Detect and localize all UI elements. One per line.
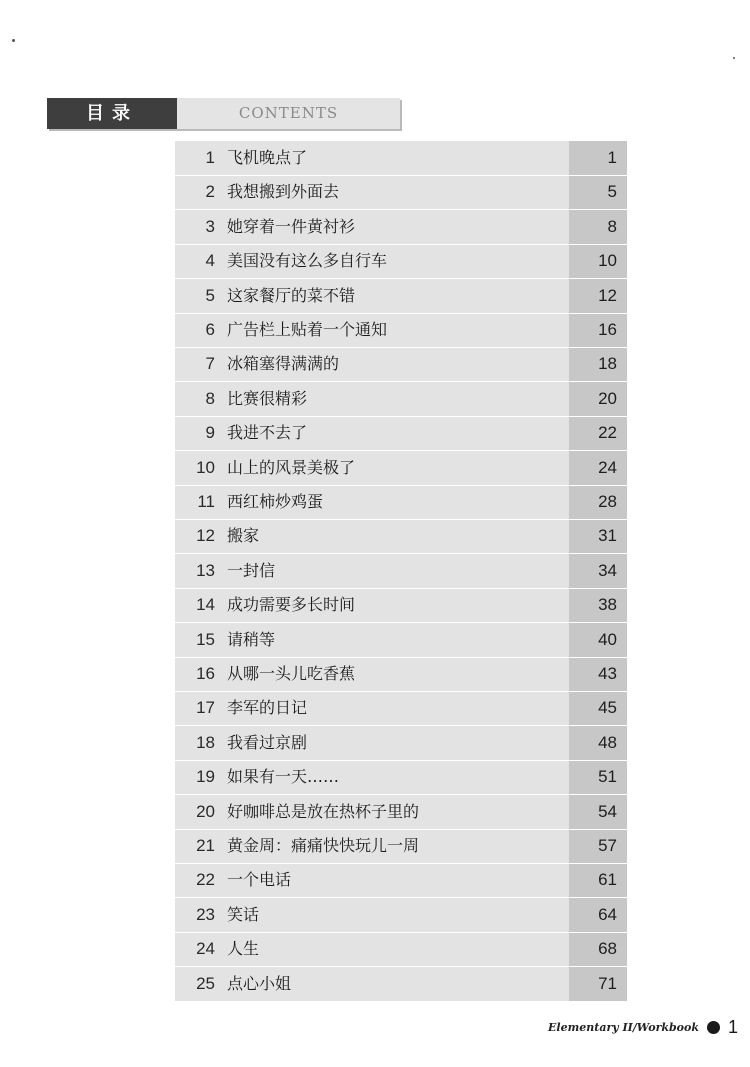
toc-row[interactable] (175, 932, 627, 967)
lesson-number: 14 (196, 595, 215, 615)
lesson-page-number: 45 (598, 698, 617, 718)
lesson-page-number: 31 (598, 526, 617, 546)
lesson-title: 成功需要多长时间 (227, 595, 356, 615)
toc-row[interactable] (175, 141, 627, 176)
lesson-number: 10 (196, 457, 215, 477)
lesson-title: 人生 (227, 939, 260, 959)
lesson-number: 24 (196, 939, 215, 959)
scan-speck (733, 57, 735, 59)
lesson-number: 1 (205, 148, 215, 167)
lesson-title: 一个电话 (227, 870, 292, 890)
lesson-title: 飞机晚点了 (227, 148, 308, 167)
lesson-number: 20 (196, 801, 215, 821)
lesson-page-number: 64 (598, 904, 617, 924)
lesson-page-number: 16 (598, 320, 617, 339)
lesson-page-number: 68 (598, 939, 617, 959)
lesson-number: 6 (205, 320, 215, 339)
lesson-page-number: 28 (598, 492, 617, 511)
toc-row[interactable] (175, 691, 627, 726)
lesson-number: 9 (205, 423, 215, 443)
toc-table (175, 141, 627, 1001)
lesson-number: 18 (196, 732, 215, 752)
lesson-title: 李军的日记 (227, 698, 308, 718)
lesson-page-number: 5 (607, 182, 617, 202)
lesson-page-number: 34 (598, 560, 617, 580)
lesson-page-number: 22 (598, 423, 617, 443)
toc-row[interactable] (175, 416, 627, 451)
lesson-number: 5 (205, 285, 215, 305)
toc-row[interactable] (175, 347, 627, 382)
scan-speck (12, 39, 15, 42)
lesson-title: 一封信 (227, 560, 276, 580)
toc-row[interactable] (175, 726, 627, 761)
toc-row[interactable] (175, 588, 627, 623)
contents-title-en: CONTENTS (177, 98, 400, 129)
lesson-title: 她穿着一件黄衬衫 (227, 216, 356, 236)
toc-row[interactable] (175, 898, 627, 933)
lesson-number: 13 (196, 560, 215, 580)
lesson-number: 3 (205, 216, 215, 236)
lesson-title: 广告栏上贴着一个通知 (227, 320, 388, 339)
toc-row[interactable] (175, 554, 627, 589)
lesson-title: 笑话 (227, 904, 260, 924)
contents-header (47, 98, 400, 129)
lesson-page-number: 43 (598, 664, 617, 683)
lesson-title: 黄金周：痛痛快快玩儿一周 (227, 836, 420, 855)
lesson-title: 请稍等 (227, 629, 276, 649)
bullet-dot-icon (707, 1021, 720, 1034)
lesson-title: 搬家 (227, 526, 260, 546)
toc-row[interactable] (175, 382, 627, 417)
lesson-title: 从哪一头儿吃香蕉 (227, 664, 356, 683)
toc-row[interactable] (175, 210, 627, 245)
toc-row[interactable] (175, 279, 627, 314)
lesson-page-number: 1 (607, 148, 617, 167)
toc-row[interactable] (175, 760, 627, 795)
lesson-number: 8 (205, 388, 215, 408)
lesson-page-number: 48 (598, 732, 617, 752)
toc-row[interactable] (175, 863, 627, 898)
lesson-number: 2 (205, 182, 215, 202)
lesson-title: 如果有一天…… (227, 767, 340, 787)
toc-row[interactable] (175, 451, 627, 486)
lesson-page-number: 24 (598, 457, 617, 477)
lesson-number: 15 (196, 629, 215, 649)
lesson-number: 4 (205, 251, 215, 271)
toc-row[interactable] (175, 519, 627, 554)
toc-row[interactable] (175, 795, 627, 830)
contents-title-cn: 目录 (47, 98, 177, 129)
lesson-number: 21 (196, 836, 215, 855)
lesson-number: 16 (196, 664, 215, 683)
lesson-number: 25 (196, 973, 215, 993)
lesson-number: 22 (196, 870, 215, 890)
lesson-page-number: 40 (598, 629, 617, 649)
page-number: 1 (727, 1016, 738, 1037)
lesson-title: 这家餐厅的菜不错 (227, 285, 356, 305)
lesson-page-number: 71 (598, 973, 617, 993)
lesson-title: 美国没有这么多自行车 (227, 251, 388, 271)
book-label: Elementary II/Workbook (548, 1020, 699, 1034)
lesson-page-number: 61 (598, 870, 617, 890)
lesson-title: 我想搬到外面去 (227, 182, 340, 202)
lesson-title: 冰箱塞得满满的 (227, 354, 340, 374)
toc-row[interactable] (175, 485, 627, 520)
page-footer (548, 1015, 738, 1039)
lesson-title: 比赛很精彩 (227, 388, 308, 408)
lesson-number: 17 (196, 698, 215, 718)
toc-row[interactable] (175, 313, 627, 348)
lesson-number: 19 (196, 767, 215, 787)
lesson-title: 点心小姐 (227, 973, 292, 993)
toc-row[interactable] (175, 244, 627, 279)
lesson-number: 11 (197, 492, 215, 511)
lesson-page-number: 38 (598, 595, 617, 615)
lesson-page-number: 20 (598, 388, 617, 408)
toc-row[interactable] (175, 967, 627, 1002)
toc-row[interactable] (175, 657, 627, 692)
lesson-number: 23 (196, 904, 215, 924)
lesson-title: 西红柿炒鸡蛋 (227, 492, 324, 511)
lesson-page-number: 51 (598, 767, 617, 787)
lesson-page-number: 8 (607, 216, 617, 236)
lesson-title: 山上的风景美极了 (227, 457, 356, 477)
toc-row[interactable] (175, 175, 627, 210)
lesson-page-number: 12 (598, 285, 617, 305)
toc-row[interactable] (175, 829, 627, 864)
lesson-page-number: 18 (598, 354, 617, 374)
lesson-page-number: 54 (598, 801, 617, 821)
lesson-title: 我看过京剧 (227, 732, 308, 752)
lesson-number: 12 (196, 526, 215, 546)
lesson-number: 7 (205, 354, 215, 374)
toc-row[interactable] (175, 623, 627, 658)
lesson-title: 好咖啡总是放在热杯子里的 (227, 801, 420, 821)
lesson-page-number: 10 (598, 251, 617, 271)
lesson-page-number: 57 (598, 836, 617, 855)
lesson-title: 我进不去了 (227, 423, 308, 443)
